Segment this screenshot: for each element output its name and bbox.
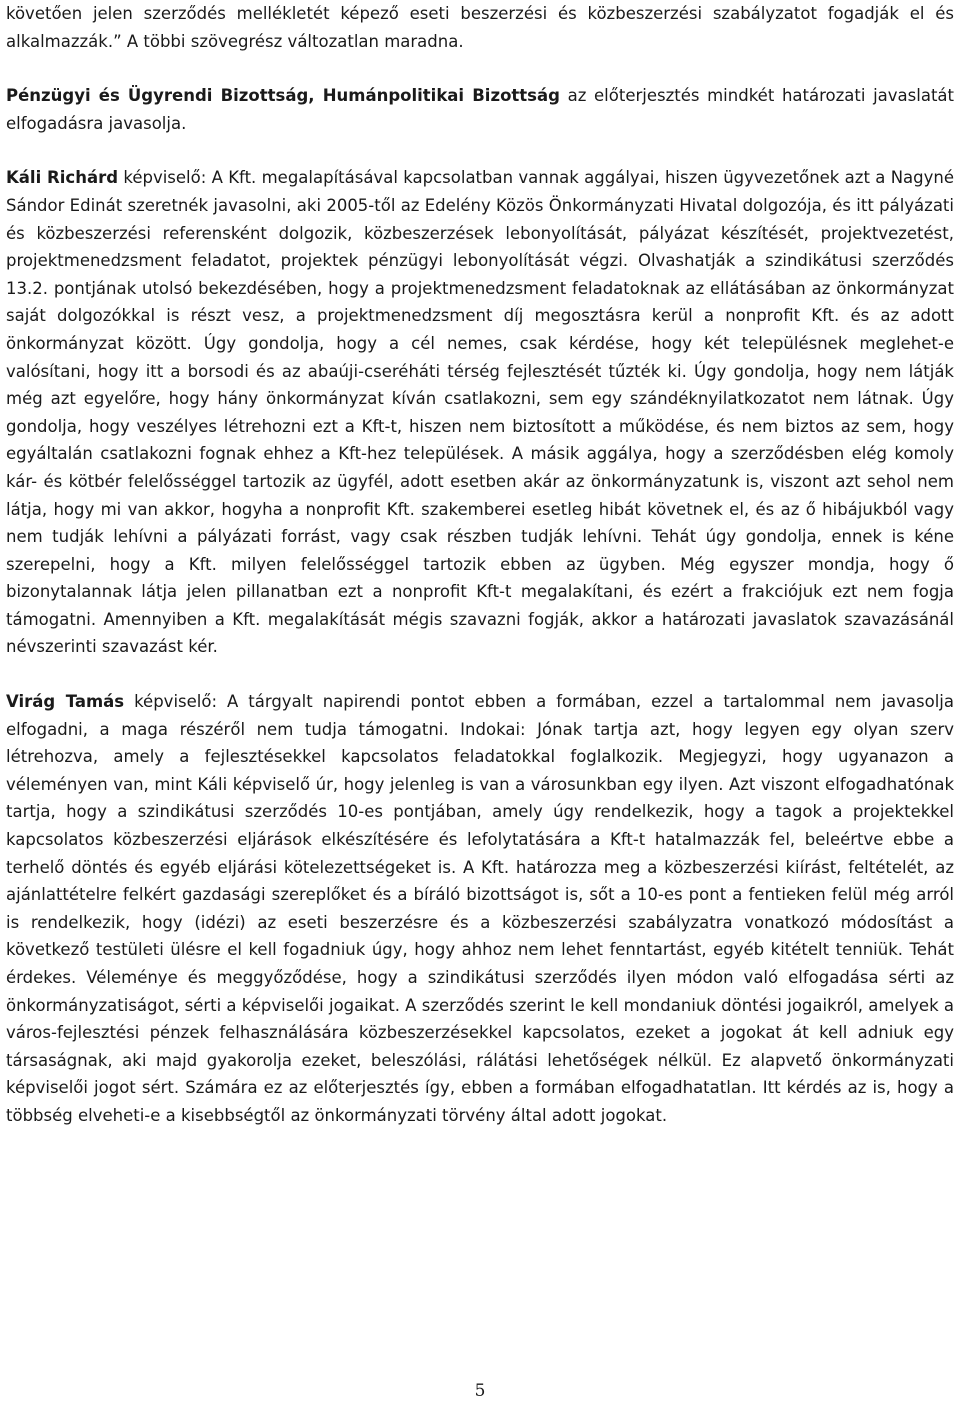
virag-text: képviselő: A tárgyalt napirendi pontot ebben a formában, ezzel a tartalommal nem javasolja elfogadni, a maga részéről nem tudja támogatni. Indokai: Jónak tartja azt, hogy legyen egy olyan szerv létrehozva, amely a fejlesztésekkel kapcsolatos feladatokkal foglalkozik. Megjegyzi, hogy ugyanazon a véleményen van, mint Káli képviselő úr, hogy jelenleg is van a városunkban egy ilyen. Azt viszont elfogadhatónak tartja, hogy a szindikátusi szerződés 10-es pontjában, amely úgy rendelkezik, hogy a tagok a projektekkel kapcsolatos közbeszerzési eljárások elkészítésére és lefolytatására a Kft-t hatalmazzák fel, beleértve ebbe a terhelő döntés és egyéb eljárási kötelezettségeket is. A Kft. határozza meg a közbeszerzési kiírást, feltételét, az ajánlattételre felkért gazdasági szereplőket és a bíráló bizottságot is, sőt a 10-es pont a fentieken felül még arról is rendelkezik, hogy (idézi) az eseti beszerzésre és a közbeszerzési szabályzatra vonatkozó módosítást a következő testületi ülésre el kell fogadniuk úgy, hogy ahhoz nem lehet fenntartást, egyéb kitételt tenniük. Tehát érdekes. Véleménye és meggyőződése, hogy a szindikátusi szerződés ilyen módon való elfogadása sérti az önkormányzatiságot, sérti a képviselői jogaikat. A szerződés szerint le kell mondaniuk döntési jogaikról, amelyek a város-fejlesztési pénzek felhasználására közbeszerzésekkel kapcsolatos, ezeket a jogokat át kell adniuk egy társaságnak, aki majd gyakorolja ezeket, beleszólási, rálátási lehetőségek nélkül. Ez alapvető önkormányzati képviselői jogot sért. Számára ez az előterjesztés így, ebben a formában elfogadhatatlan. Itt kérdés az is, hogy a többség elveheti-e a kisebbségtől az önkormányzati törvény által adott jogokat. (6, 692, 954, 1125)
kali-text: képviselő: A Kft. megalapításával kapcsolatban vannak aggályai, hiszen ügyvezetőnek azt a Nagyné Sándor Edinát szeretnék javasolni, aki 2005-től az Edelény Közös Önkormányzati Hivatal dolgozója, és itt pályázati és közbeszerzési referensként dolgozik, közbeszerzések lebonyolítását, pályázat készítését, projektvezetést, projektmenedzsment feladatot, projektek pénzügyi lebonyolítását végzi. Olvashatják a szindikátusi szerződés 13.2. pontjának utolsó bekezdésében, hogy a projektmenedzsment feladatoknak az ellátásában az önkormányzat saját dolgozókkal is részt vesz, a projektmenedzsment díj megosztásra kerül a nonprofit Kft. és az adott önkormányzat között. Úgy gondolja, hogy a cél nemes, csak kérdése, hogy két településnek meglehet-e valósítani, hogy itt a borsodi és az abaúji-cseréháti térség fejlesztését tűzték ki. Úgy gondolja, hogy nem látják még azt egyelőre, hogy hány önkormányzat kíván csatlakozni, sem egy szándéknyilatkozatot nem látnak. Úgy gondolja, hogy veszélyes létrehozni ezt a Kft-t, hiszen nem biztosított a működése, és nem biztos az sem, hogy egyáltalán csatlakozni fognak ehhez a Kft-hez települések. A másik aggálya, hogy a szerződésben elég komoly kár- és kötbér felelősséggel tartozik az ügyfél, adott esetben akár az önkormányzatunk is, viszont azt sehol nem látja, hogy mi van akkor, hogyha a nonprofit Kft. szakemberei esetleg hibát követnek el, és az ő hibájukból vagy nem tudják lehívni a pályázati forrást, vagy csak részben tudják lehívni. Tehát úgy gondolja, ennek is kéne szerepelni, hogy a Kft. milyen felelősséggel tartozik ebben az ügyben. Még egyszer mondja, hogy ő bizonytalannak látja jelen pillanatban ezt a nonprofit Kft-t megalakítani, és ezért a frakciójuk ezt nem fogja támogatni. Amennyiben a Kft. megalakítását mégis szavazni fogják, akkor a határozati javaslatok szavazásánál névszerinti szavazást kér. (6, 168, 954, 657)
paragraph-intro (6, 0, 954, 55)
paragraph-virag (6, 688, 954, 1130)
paragraph-committees (6, 82, 954, 137)
speaker-virag: Virág Tamás (6, 692, 125, 712)
committee-names: Pénzügyi és Ügyrendi Bizottság, Humánpolitikai Bizottság (6, 86, 560, 106)
committees-text: az előterjesztés mindkét határozati javaslatát elfogadásra javasolja. (6, 86, 954, 133)
speaker-kali: Káli Richárd (6, 168, 119, 188)
intro-text: követően jelen szerződés mellékletét képező eseti beszerzési és közbeszerzési szabályzatot fogadják el és alkalmazzák.” A többi szövegrész változatlan maradna. (6, 4, 954, 51)
paragraph-kali (6, 164, 954, 661)
page-number: 5 (474, 1381, 486, 1401)
document-page (6, 0, 954, 1130)
